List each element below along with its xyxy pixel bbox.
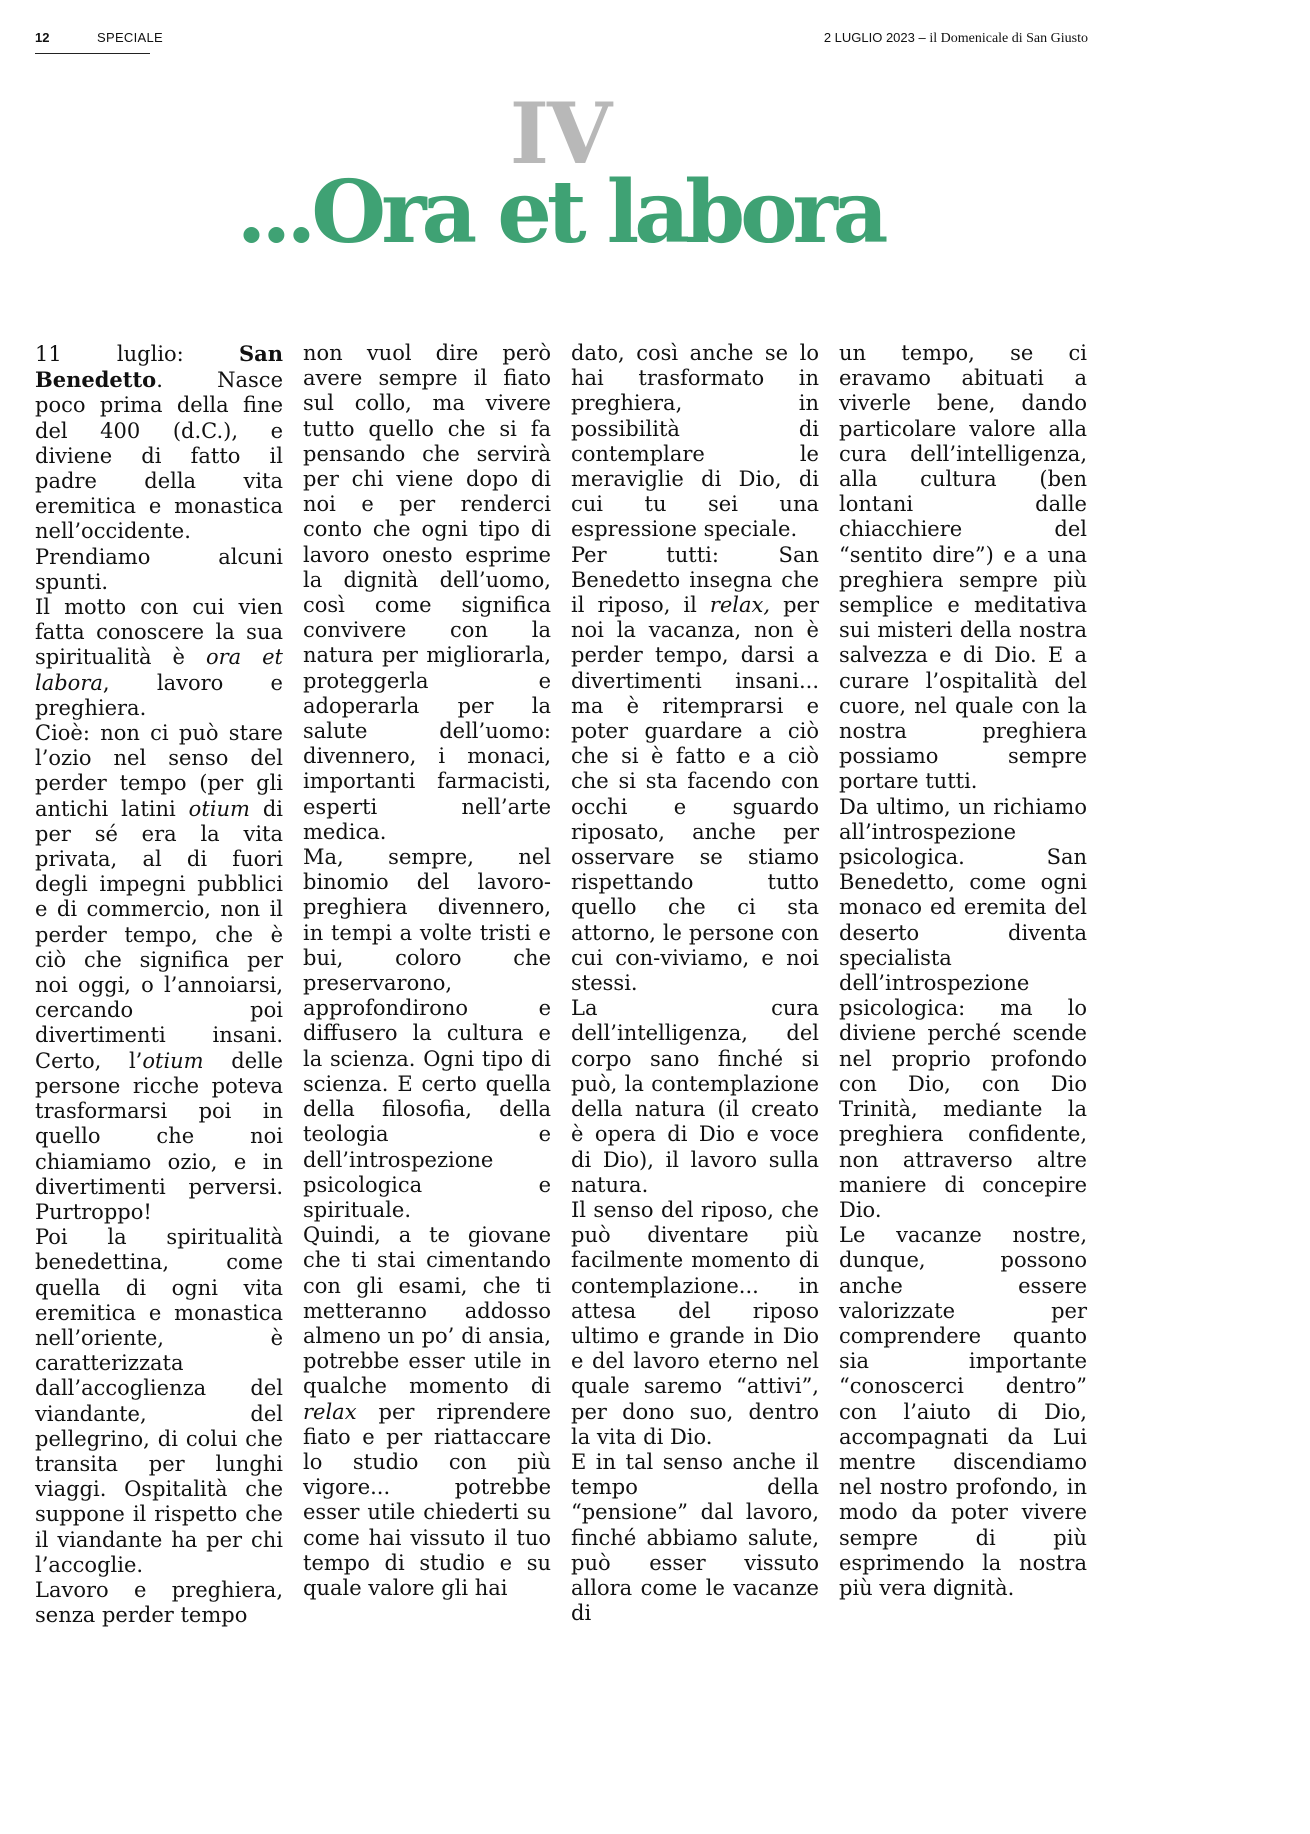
italic-text: otium [188,796,250,821]
paragraph [839,341,1087,795]
section-label: SPECIALE [97,30,163,45]
paragraph [35,1225,283,1578]
paragraph [303,1223,551,1601]
page-header [35,30,1088,54]
text-column-1 [35,341,284,1628]
text-run: delle persone ricche poteva trasformarsi poi in quello che noi chiamiamo ozio, e in divertimenti perversi. Purtroppo! [35,1048,284,1224]
text-run: E in tal senso anche il tempo della “pensione” dal lavoro, finché abbiamo salute, può esser vissuto allora come le vacanze di [571,1449,819,1626]
text-run: per riprendere fiato e per riattaccare lo studio con più vigore... potrebbe esser utile chiederti su come hai vissuto il tuo tempo di studio e su quale valore gli hai [303,1399,551,1600]
text-column-2 [303,341,551,1600]
chapter-numeral: IV [509,84,611,183]
text-run: Il motto con cui vien fatta conoscere la sua spiritualità è [35,595,283,670]
text-run: Il senso del riposo, che può diventare più facilmente momento di contemplazione... in attesa del riposo ultimo e grande in Dio e del lavoro eterno nel quale saremo “attivi”, per dono suo, dentro la vita di Dio. [571,1197,819,1449]
italic-text: ora et labora [35,645,283,695]
paragraph [571,1198,819,1450]
paragraph [571,341,819,543]
paragraph [35,595,283,721]
text-run: un tempo, se ci eravamo abituati a viverle bene, dando particolare valore alla cura dell’intelligenza, alla cultura (ben lontani dalle chiacchiere del “sentito dire”) e a una preghiera sempre più semplice e meditativa sui misteri della nostra salvezza e di Dio. E a curare l’ospitalità del cuore, nel quale con la nostra preghiera possiamo sempre portare tutti. [839,341,1087,794]
text-run: Quindi, a te giovane che ti stai cimentando con gli esami, che ti metteranno addosso almeno un po’ di ansia, potrebbe esser utile in qualche momento di [303,1223,551,1399]
text-run: Le vacanze nostre, dunque, possono anche essere valorizzate per comprendere quanto sia importante “conoscerci dentro” con l’aiuto di Dio, accompagnati da Lui mentre discendiamo nel nostro profondo, in modo da poter vivere sempre di più esprimendo la nostra più vera dignità. [839,1223,1087,1600]
text-run: , lavoro e preghiera. [35,670,283,720]
paragraph [571,996,819,1198]
text-run: La cura dell’intelligenza, del corpo sano finché si può, la contemplazione della natura (il creato è opera di Dio e voce di Dio), il lavoro sulla natura. [571,996,819,1197]
paragraph [571,543,819,997]
page-number: 12 [35,30,50,45]
text-run: dato, così anche se lo hai trasformato in preghiera, in possibilità di contemplare le meraviglie di Dio, di cui tu sei una espressione speciale. [571,341,819,542]
paragraph [35,1578,283,1628]
header-rule [35,53,150,54]
paragraph [35,341,283,595]
text-run: Da ultimo, un richiamo all’introspezione psicologica. San Benedetto, come ogni monaco ed eremita del deserto diventa specialista dell’introspezione psicologica: ma lo diviene perché scende nel proprio profondo con Dio, con Dio Trinità, mediante la preghiera confidente, non attraverso altre maniere di concepire Dio. [839,794,1087,1222]
paragraph [35,721,283,1225]
paragraph [839,1223,1087,1601]
paragraph [571,1450,819,1626]
issue-date: 2 LUGLIO 2023 – [823,30,926,45]
text-run: di per sé era la vita privata, al di fuori degli impegni pubblici e di commercio, non il perder tempo, che è ciò che significa per noi oggi, o l’annoiarsi, cercando poi divertimenti insani. Certo, l’ [35,796,283,1073]
issue-date-line [824,30,1088,47]
article-title: ...Ora et labora [236,162,884,263]
paragraph [839,795,1087,1223]
text-column-4 [839,341,1087,1600]
newspaper-name: il Domenicale di San Giusto [929,31,1088,46]
italic-text: relax, [709,593,771,618]
text-column-3 [571,341,819,1626]
text-run: Lavoro e preghiera, senza perder tempo [35,1577,283,1628]
text-run: Per tutti: San Benedetto insegna che il riposo, il [571,542,819,618]
bold-text: San Benedetto [35,341,283,393]
text-run: Ma, sempre, nel binomio del lavoro-preghiera divennero, in tempi a volte tristi e bui, coloro che preservarono, approfondirono e diffusero la cultura e la scienza. Ogni tipo di scienza. E certo quella della filosofia, della teologia e dell’introspezione psicologica e spirituale. [303,845,551,1222]
text-run: Poi la spiritualità benedettina, come quella di ogni vita eremitica e monastica nell’oriente, è caratterizzata dall’accoglienza del viandante, del pellegrino, di colui che transita per lunghi viaggi. Ospitalità che suppone il rispetto che il viandante ha per chi l’accoglie. [35,1225,283,1577]
italic-text: otium [142,1048,204,1073]
text-run: . Nasce poco prima della fine del 400 (d.C.), e diviene di fatto il padre della vita eremitica e monastica nell’occidente. Prendiamo alcuni spunti. [35,368,283,594]
text-run: Cioè: non ci può stare l’ozio nel senso del perder tempo (per gli antichi latini [35,721,283,821]
text-run: 11 luglio: [35,342,239,366]
paragraph [303,341,551,845]
text-run: non vuol dire però avere sempre il fiato sul collo, ma vivere tutto quello che si fa pensando che servirà per chi viene dopo di noi e per renderci conto che ogni tipo di lavoro onesto esprime la dignità dell’uomo, così come significa convivere con la natura per migliorarla, proteggerla e adoperarla per la salute dell’uomo: divennero, i monaci, importanti farmacisti, esperti nell’arte medica. [303,341,551,844]
italic-text: relax [303,1399,357,1424]
text-run: per noi la vacanza, non è perder tempo, darsi a divertimenti insani... ma è ritemprarsi e poter guardare a ciò che si è fatto e a ciò che si sta facendo con occhi e sguardo riposato, anche per osservare se stiamo rispettando tutto quello che ci sta attorno, le persone con cui con-viviamo, e noi stessi. [571,593,819,996]
article-body [35,341,1087,1628]
paragraph [303,845,551,1223]
